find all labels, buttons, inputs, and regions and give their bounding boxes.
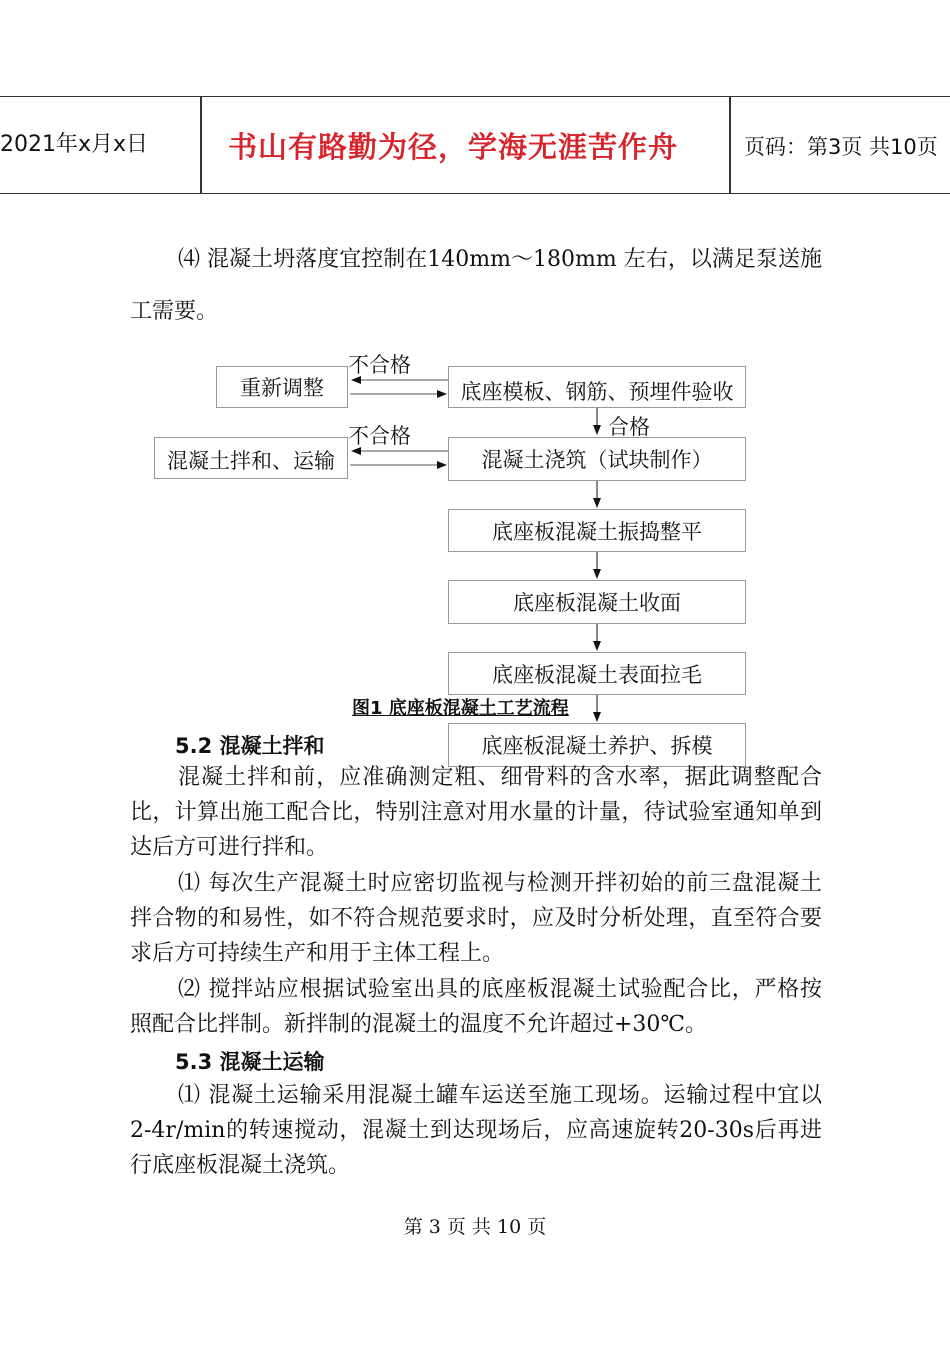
- flow-box-inspection: 底座模板、钢筋、预埋件验收: [448, 366, 746, 408]
- label-fail-2: 不合格: [348, 424, 411, 448]
- flow-box-curing: 底座板混凝土养护、拆模: [448, 723, 746, 767]
- figure-caption: 图1 底座板混凝土工艺流程: [352, 698, 569, 719]
- flow-box-vibrate: 底座板混凝土振捣整平: [448, 509, 746, 552]
- flow-box-readjust: 重新调整: [216, 366, 348, 408]
- paragraph-mixing-1: ⑴ 每次生产混凝土时应密切监视与检测开拌初始的前三盘混凝土拌合物的和易性，如不符合规范要求时，应及时分析处理，直至符合要求后方可持续生产和用于主体工程上。: [130, 871, 822, 966]
- section-heading-5-2: 5.2 混凝土拌和: [175, 734, 325, 758]
- header-motto: 书山有路勤为径，学海无涯苦作舟: [228, 130, 679, 164]
- paragraph-transport-1: ⑴ 混凝土运输采用混凝土罐车运送至施工现场。运输过程中宜以2-4r/min的转速搅动，混凝土到达现场后，应高速旋转20-30s后再进行底座板混凝土浇筑。: [130, 1083, 822, 1178]
- flow-box-pouring: 混凝土浇筑（试块制作）: [448, 437, 746, 481]
- section-heading-5-3: 5.3 混凝土运输: [175, 1050, 325, 1074]
- paragraph-mixing-2: ⑵ 搅拌站应根据试验室出具的底座板混凝土试验配合比，严格按照配合比拌制。新拌制的混凝土的温度不允许超过+30℃。: [130, 977, 822, 1037]
- paragraph-slump: ⑷ 混凝土坍落度宜控制在140mm～180mm 左右，以满足泵送施工需要。: [130, 247, 822, 324]
- label-pass: 合格: [608, 415, 650, 439]
- flow-box-finish: 底座板混凝土收面: [448, 580, 746, 624]
- paragraph-mixing-intro: 混凝土拌和前，应准确测定粗、细骨料的含水率，据此调整配合比，计算出施工配合比，特别注意对用水量的计量，待试验室通知单到达后方可进行拌和。: [130, 765, 822, 860]
- header-date: 2021年x月x日: [0, 132, 149, 157]
- header-page-info: 页码：第3页 共10页: [744, 135, 938, 159]
- flow-box-mixing: 混凝土拌和、运输: [154, 437, 348, 479]
- flow-box-texture: 底座板混凝土表面拉毛: [448, 652, 746, 695]
- page-footer: 第 3 页 共 10 页: [403, 1216, 547, 1238]
- label-fail-1: 不合格: [348, 353, 411, 377]
